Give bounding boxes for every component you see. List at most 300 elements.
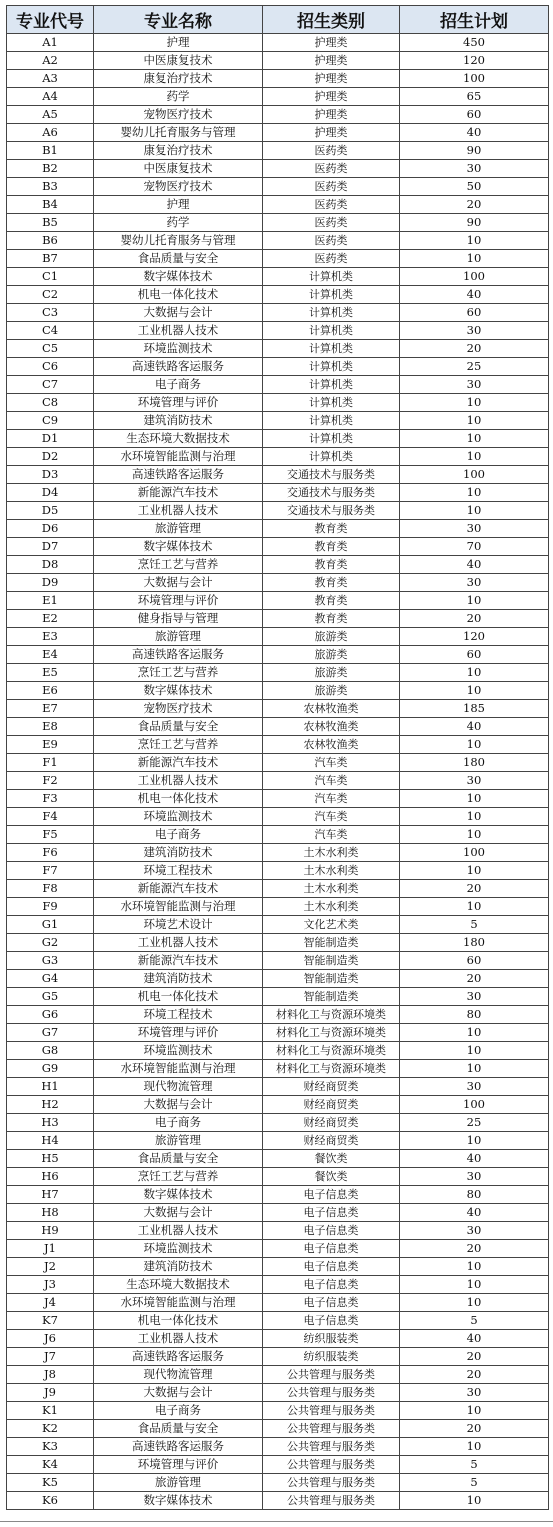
cell-plan: 40 xyxy=(400,124,549,142)
table-row xyxy=(7,502,549,520)
cell-major: 环境管理与评价 xyxy=(94,394,263,412)
cell-category: 公共管理与服务类 xyxy=(263,1420,400,1438)
cell-code: K1 xyxy=(7,1402,94,1420)
cell-plan: 120 xyxy=(400,52,549,70)
cell-category: 智能制造类 xyxy=(263,988,400,1006)
table-row xyxy=(7,934,549,952)
table-row xyxy=(7,1168,549,1186)
cell-category: 计算机类 xyxy=(263,304,400,322)
cell-code: H1 xyxy=(7,1078,94,1096)
cell-plan: 80 xyxy=(400,1186,549,1204)
cell-major: 高速铁路客运服务 xyxy=(94,1348,263,1366)
cell-code: C1 xyxy=(7,268,94,286)
cell-category: 汽车类 xyxy=(263,808,400,826)
cell-category: 护理类 xyxy=(263,70,400,88)
cell-category: 土木水利类 xyxy=(263,862,400,880)
cell-plan: 10 xyxy=(400,394,549,412)
cell-category: 护理类 xyxy=(263,52,400,70)
cell-category: 土木水利类 xyxy=(263,844,400,862)
cell-code: H2 xyxy=(7,1096,94,1114)
table-row xyxy=(7,1078,549,1096)
cell-code: J9 xyxy=(7,1384,94,1402)
table-row xyxy=(7,988,549,1006)
table-row xyxy=(7,610,549,628)
cell-major: 环境工程技术 xyxy=(94,862,263,880)
cell-category: 交通技术与服务类 xyxy=(263,502,400,520)
cell-code: E3 xyxy=(7,628,94,646)
cell-major: 健身指导与管理 xyxy=(94,610,263,628)
cell-major: 大数据与会计 xyxy=(94,304,263,322)
table-row xyxy=(7,250,549,268)
cell-code: C9 xyxy=(7,412,94,430)
cell-major: 高速铁路客运服务 xyxy=(94,466,263,484)
cell-category: 电子信息类 xyxy=(263,1204,400,1222)
cell-major: 环境监测技术 xyxy=(94,808,263,826)
cell-code: J4 xyxy=(7,1294,94,1312)
cell-plan: 10 xyxy=(400,790,549,808)
table-row xyxy=(7,160,549,178)
cell-major: 旅游管理 xyxy=(94,520,263,538)
cell-code: F1 xyxy=(7,754,94,772)
cell-plan: 10 xyxy=(400,1294,549,1312)
cell-plan: 10 xyxy=(400,682,549,700)
table-row xyxy=(7,1240,549,1258)
cell-category: 电子信息类 xyxy=(263,1240,400,1258)
table-row xyxy=(7,700,549,718)
cell-category: 公共管理与服务类 xyxy=(263,1402,400,1420)
table-row xyxy=(7,52,549,70)
cell-major: 康复治疗技术 xyxy=(94,70,263,88)
table-row xyxy=(7,808,549,826)
cell-major: 护理 xyxy=(94,34,263,52)
cell-code: C4 xyxy=(7,322,94,340)
cell-major: 高速铁路客运服务 xyxy=(94,1438,263,1456)
cell-major: 宠物医疗技术 xyxy=(94,700,263,718)
cell-major: 药学 xyxy=(94,88,263,106)
cell-code: G1 xyxy=(7,916,94,934)
cell-category: 教育类 xyxy=(263,574,400,592)
cell-code: H8 xyxy=(7,1204,94,1222)
cell-category: 公共管理与服务类 xyxy=(263,1474,400,1492)
cell-plan: 10 xyxy=(400,898,549,916)
cell-category: 医药类 xyxy=(263,232,400,250)
cell-category: 财经商贸类 xyxy=(263,1114,400,1132)
cell-code: J8 xyxy=(7,1366,94,1384)
table-row xyxy=(7,592,549,610)
cell-code: J3 xyxy=(7,1276,94,1294)
header-category: 招生类别 xyxy=(263,6,400,34)
table-row xyxy=(7,1492,549,1510)
cell-plan: 30 xyxy=(400,1222,549,1240)
cell-category: 教育类 xyxy=(263,538,400,556)
cell-code: F8 xyxy=(7,880,94,898)
cell-plan: 90 xyxy=(400,214,549,232)
cell-category: 电子信息类 xyxy=(263,1258,400,1276)
cell-category: 交通技术与服务类 xyxy=(263,484,400,502)
cell-code: A4 xyxy=(7,88,94,106)
cell-plan: 30 xyxy=(400,574,549,592)
cell-plan: 10 xyxy=(400,808,549,826)
cell-category: 计算机类 xyxy=(263,412,400,430)
table-row xyxy=(7,1042,549,1060)
table-row xyxy=(7,1276,549,1294)
cell-code: F3 xyxy=(7,790,94,808)
cell-major: 康复治疗技术 xyxy=(94,142,263,160)
cell-major: 烹饪工艺与营养 xyxy=(94,664,263,682)
cell-code: H5 xyxy=(7,1150,94,1168)
cell-major: 数字媒体技术 xyxy=(94,268,263,286)
cell-category: 医药类 xyxy=(263,178,400,196)
cell-category: 医药类 xyxy=(263,250,400,268)
cell-code: E9 xyxy=(7,736,94,754)
cell-major: 数字媒体技术 xyxy=(94,1186,263,1204)
cell-plan: 20 xyxy=(400,1420,549,1438)
cell-category: 材料化工与资源环境类 xyxy=(263,1006,400,1024)
cell-category: 护理类 xyxy=(263,124,400,142)
enrollment-plan-table xyxy=(6,5,549,1510)
table-row xyxy=(7,628,549,646)
cell-major: 高速铁路客运服务 xyxy=(94,646,263,664)
cell-major: 机电一体化技术 xyxy=(94,790,263,808)
table-row xyxy=(7,1420,549,1438)
table-body xyxy=(7,34,549,1510)
cell-major: 电子商务 xyxy=(94,826,263,844)
table-row xyxy=(7,88,549,106)
table-row xyxy=(7,268,549,286)
table-row xyxy=(7,538,549,556)
cell-plan: 10 xyxy=(400,826,549,844)
cell-category: 农林牧渔类 xyxy=(263,736,400,754)
table-row xyxy=(7,682,549,700)
cell-major: 大数据与会计 xyxy=(94,1204,263,1222)
cell-code: E4 xyxy=(7,646,94,664)
cell-major: 宠物医疗技术 xyxy=(94,106,263,124)
cell-code: C8 xyxy=(7,394,94,412)
cell-major: 烹饪工艺与营养 xyxy=(94,736,263,754)
cell-category: 文化艺术类 xyxy=(263,916,400,934)
cell-code: E8 xyxy=(7,718,94,736)
cell-major: 机电一体化技术 xyxy=(94,1312,263,1330)
cell-code: G7 xyxy=(7,1024,94,1042)
cell-code: F9 xyxy=(7,898,94,916)
cell-plan: 20 xyxy=(400,1240,549,1258)
cell-code: F7 xyxy=(7,862,94,880)
cell-major: 建筑消防技术 xyxy=(94,1258,263,1276)
table-row xyxy=(7,1402,549,1420)
cell-category: 交通技术与服务类 xyxy=(263,466,400,484)
table-row xyxy=(7,376,549,394)
cell-code: G6 xyxy=(7,1006,94,1024)
cell-category: 电子信息类 xyxy=(263,1294,400,1312)
table-row xyxy=(7,718,549,736)
table-row xyxy=(7,1456,549,1474)
cell-category: 餐饮类 xyxy=(263,1150,400,1168)
cell-plan: 10 xyxy=(400,250,549,268)
cell-major: 数字媒体技术 xyxy=(94,538,263,556)
table-row xyxy=(7,1060,549,1078)
cell-major: 烹饪工艺与营养 xyxy=(94,1168,263,1186)
cell-category: 教育类 xyxy=(263,610,400,628)
table-row xyxy=(7,1222,549,1240)
cell-code: D3 xyxy=(7,466,94,484)
cell-category: 旅游类 xyxy=(263,664,400,682)
cell-major: 电子商务 xyxy=(94,376,263,394)
cell-category: 公共管理与服务类 xyxy=(263,1438,400,1456)
cell-plan: 20 xyxy=(400,1348,549,1366)
cell-major: 护理 xyxy=(94,196,263,214)
table-row xyxy=(7,970,549,988)
bottom-divider xyxy=(0,1521,553,1522)
cell-category: 公共管理与服务类 xyxy=(263,1384,400,1402)
table-row xyxy=(7,214,549,232)
cell-code: E5 xyxy=(7,664,94,682)
table-row xyxy=(7,394,549,412)
cell-code: C3 xyxy=(7,304,94,322)
cell-category: 公共管理与服务类 xyxy=(263,1456,400,1474)
cell-plan: 20 xyxy=(400,880,549,898)
cell-category: 护理类 xyxy=(263,88,400,106)
table-row xyxy=(7,790,549,808)
cell-plan: 10 xyxy=(400,1492,549,1510)
cell-category: 电子信息类 xyxy=(263,1222,400,1240)
cell-category: 电子信息类 xyxy=(263,1186,400,1204)
cell-category: 计算机类 xyxy=(263,340,400,358)
cell-category: 智能制造类 xyxy=(263,970,400,988)
table-row xyxy=(7,232,549,250)
cell-category: 汽车类 xyxy=(263,772,400,790)
table-row xyxy=(7,1204,549,1222)
table-row xyxy=(7,1132,549,1150)
table-row xyxy=(7,1186,549,1204)
cell-plan: 10 xyxy=(400,1276,549,1294)
cell-major: 婴幼儿托育服务与管理 xyxy=(94,232,263,250)
cell-category: 材料化工与资源环境类 xyxy=(263,1024,400,1042)
table-row xyxy=(7,340,549,358)
cell-plan: 10 xyxy=(400,1402,549,1420)
cell-code: D1 xyxy=(7,430,94,448)
cell-category: 纺织服装类 xyxy=(263,1348,400,1366)
cell-category: 计算机类 xyxy=(263,358,400,376)
cell-plan: 100 xyxy=(400,466,549,484)
cell-plan: 60 xyxy=(400,304,549,322)
cell-major: 数字媒体技术 xyxy=(94,682,263,700)
cell-plan: 60 xyxy=(400,646,549,664)
cell-plan: 100 xyxy=(400,1096,549,1114)
cell-major: 机电一体化技术 xyxy=(94,988,263,1006)
cell-category: 医药类 xyxy=(263,214,400,232)
cell-plan: 50 xyxy=(400,178,549,196)
table-row xyxy=(7,862,549,880)
cell-code: D6 xyxy=(7,520,94,538)
cell-major: 环境监测技术 xyxy=(94,340,263,358)
cell-category: 智能制造类 xyxy=(263,934,400,952)
cell-major: 食品质量与安全 xyxy=(94,250,263,268)
table-row xyxy=(7,106,549,124)
cell-major: 烹饪工艺与营养 xyxy=(94,556,263,574)
cell-code: F2 xyxy=(7,772,94,790)
cell-plan: 10 xyxy=(400,1042,549,1060)
cell-code: H9 xyxy=(7,1222,94,1240)
cell-category: 土木水利类 xyxy=(263,898,400,916)
cell-major: 婴幼儿托育服务与管理 xyxy=(94,124,263,142)
cell-plan: 100 xyxy=(400,268,549,286)
cell-plan: 80 xyxy=(400,1006,549,1024)
cell-plan: 10 xyxy=(400,664,549,682)
cell-category: 汽车类 xyxy=(263,754,400,772)
cell-category: 计算机类 xyxy=(263,376,400,394)
cell-plan: 10 xyxy=(400,1438,549,1456)
cell-code: C5 xyxy=(7,340,94,358)
cell-plan: 10 xyxy=(400,502,549,520)
table-row xyxy=(7,556,549,574)
cell-major: 环境艺术设计 xyxy=(94,916,263,934)
cell-plan: 5 xyxy=(400,1474,549,1492)
cell-code: K5 xyxy=(7,1474,94,1492)
cell-category: 智能制造类 xyxy=(263,952,400,970)
cell-code: D7 xyxy=(7,538,94,556)
cell-category: 汽车类 xyxy=(263,790,400,808)
cell-category: 教育类 xyxy=(263,592,400,610)
cell-code: K2 xyxy=(7,1420,94,1438)
cell-code: K7 xyxy=(7,1312,94,1330)
cell-plan: 65 xyxy=(400,88,549,106)
cell-major: 电子商务 xyxy=(94,1402,263,1420)
cell-code: B1 xyxy=(7,142,94,160)
table-row xyxy=(7,142,549,160)
cell-code: J2 xyxy=(7,1258,94,1276)
cell-major: 水环境智能监测与治理 xyxy=(94,448,263,466)
table-row xyxy=(7,898,549,916)
cell-plan: 30 xyxy=(400,322,549,340)
table-row xyxy=(7,304,549,322)
cell-code: F5 xyxy=(7,826,94,844)
cell-major: 工业机器人技术 xyxy=(94,1222,263,1240)
cell-plan: 40 xyxy=(400,556,549,574)
cell-code: G3 xyxy=(7,952,94,970)
cell-plan: 5 xyxy=(400,1456,549,1474)
table-row xyxy=(7,520,549,538)
cell-plan: 10 xyxy=(400,1024,549,1042)
table-row xyxy=(7,1348,549,1366)
cell-code: B2 xyxy=(7,160,94,178)
cell-code: K6 xyxy=(7,1492,94,1510)
cell-plan: 20 xyxy=(400,970,549,988)
cell-category: 纺织服装类 xyxy=(263,1330,400,1348)
cell-major: 旅游管理 xyxy=(94,1132,263,1150)
table-row xyxy=(7,70,549,88)
cell-category: 计算机类 xyxy=(263,394,400,412)
cell-code: A6 xyxy=(7,124,94,142)
cell-major: 新能源汽车技术 xyxy=(94,952,263,970)
cell-plan: 120 xyxy=(400,628,549,646)
cell-plan: 40 xyxy=(400,1204,549,1222)
cell-code: E6 xyxy=(7,682,94,700)
cell-plan: 180 xyxy=(400,934,549,952)
cell-major: 大数据与会计 xyxy=(94,1096,263,1114)
cell-code: A5 xyxy=(7,106,94,124)
cell-plan: 60 xyxy=(400,106,549,124)
cell-major: 建筑消防技术 xyxy=(94,970,263,988)
cell-plan: 20 xyxy=(400,340,549,358)
cell-major: 现代物流管理 xyxy=(94,1078,263,1096)
cell-plan: 10 xyxy=(400,1258,549,1276)
cell-category: 农林牧渔类 xyxy=(263,718,400,736)
cell-plan: 10 xyxy=(400,412,549,430)
cell-code: C2 xyxy=(7,286,94,304)
cell-major: 环境监测技术 xyxy=(94,1042,263,1060)
cell-code: D8 xyxy=(7,556,94,574)
cell-plan: 40 xyxy=(400,286,549,304)
cell-plan: 30 xyxy=(400,1384,549,1402)
cell-category: 医药类 xyxy=(263,142,400,160)
cell-category: 财经商贸类 xyxy=(263,1132,400,1150)
cell-plan: 185 xyxy=(400,700,549,718)
cell-plan: 30 xyxy=(400,376,549,394)
cell-plan: 20 xyxy=(400,610,549,628)
cell-category: 电子信息类 xyxy=(263,1312,400,1330)
table-row xyxy=(7,646,549,664)
cell-major: 环境监测技术 xyxy=(94,1240,263,1258)
cell-major: 生态环境大数据技术 xyxy=(94,1276,263,1294)
cell-major: 大数据与会计 xyxy=(94,574,263,592)
cell-code: B5 xyxy=(7,214,94,232)
cell-plan: 100 xyxy=(400,844,549,862)
cell-category: 财经商贸类 xyxy=(263,1096,400,1114)
cell-code: B4 xyxy=(7,196,94,214)
cell-plan: 60 xyxy=(400,952,549,970)
table-row xyxy=(7,1366,549,1384)
table-row xyxy=(7,34,549,52)
cell-code: J6 xyxy=(7,1330,94,1348)
cell-code: E2 xyxy=(7,610,94,628)
cell-code: G9 xyxy=(7,1060,94,1078)
table-row xyxy=(7,754,549,772)
table-row xyxy=(7,1114,549,1132)
cell-major: 高速铁路客运服务 xyxy=(94,358,263,376)
cell-code: B3 xyxy=(7,178,94,196)
cell-major: 药学 xyxy=(94,214,263,232)
cell-major: 新能源汽车技术 xyxy=(94,754,263,772)
cell-code: D2 xyxy=(7,448,94,466)
cell-code: H3 xyxy=(7,1114,94,1132)
cell-category: 汽车类 xyxy=(263,826,400,844)
cell-plan: 30 xyxy=(400,772,549,790)
cell-plan: 450 xyxy=(400,34,549,52)
cell-category: 旅游类 xyxy=(263,682,400,700)
table-row xyxy=(7,736,549,754)
table-row xyxy=(7,196,549,214)
table-row xyxy=(7,124,549,142)
cell-plan: 10 xyxy=(400,1132,549,1150)
cell-major: 新能源汽车技术 xyxy=(94,484,263,502)
table-row xyxy=(7,1330,549,1348)
header-major: 专业名称 xyxy=(94,6,263,34)
cell-major: 环境管理与评价 xyxy=(94,592,263,610)
table-row xyxy=(7,466,549,484)
cell-major: 水环境智能监测与治理 xyxy=(94,898,263,916)
cell-major: 工业机器人技术 xyxy=(94,934,263,952)
cell-category: 餐饮类 xyxy=(263,1168,400,1186)
cell-code: H7 xyxy=(7,1186,94,1204)
table-row xyxy=(7,358,549,376)
cell-code: G2 xyxy=(7,934,94,952)
cell-code: B6 xyxy=(7,232,94,250)
cell-plan: 20 xyxy=(400,1366,549,1384)
cell-category: 教育类 xyxy=(263,520,400,538)
cell-plan: 10 xyxy=(400,1060,549,1078)
cell-major: 工业机器人技术 xyxy=(94,1330,263,1348)
cell-major: 数字媒体技术 xyxy=(94,1492,263,1510)
